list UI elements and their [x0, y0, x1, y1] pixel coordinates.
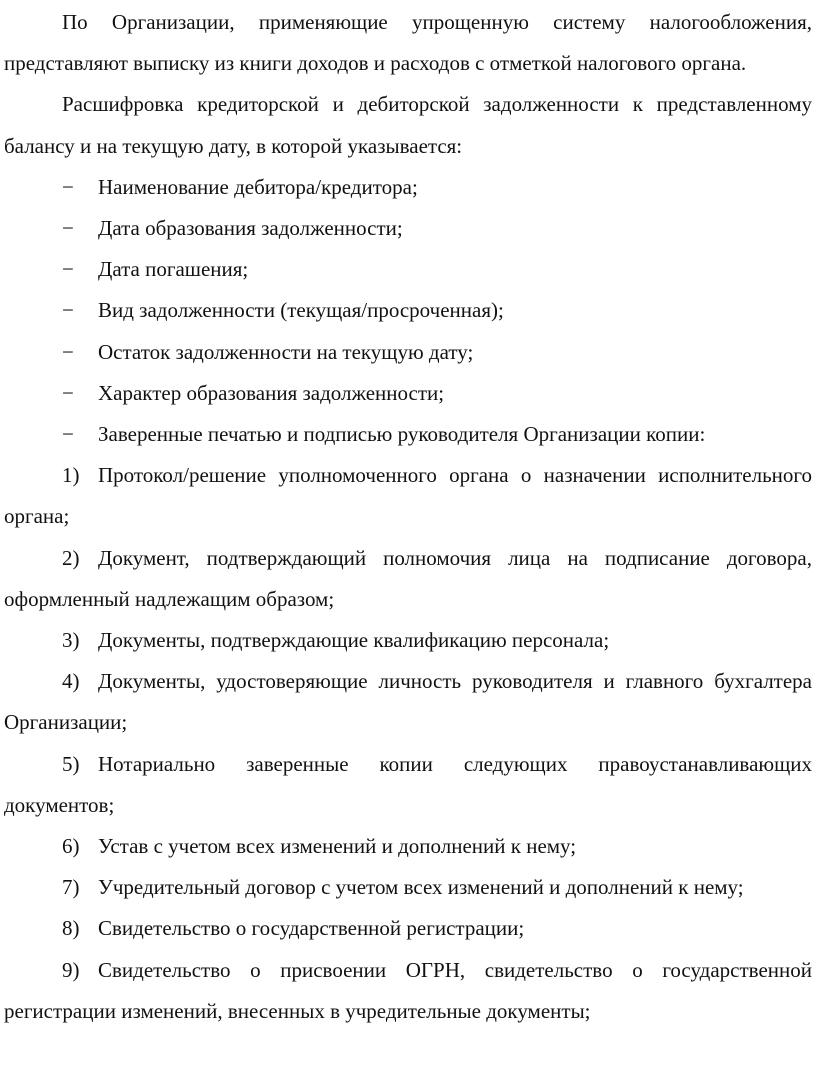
list-item	[4, 373, 812, 414]
list-item	[4, 950, 812, 1032]
dash-marker: −	[62, 298, 74, 323]
list-item	[4, 414, 812, 455]
dash-marker: −	[62, 257, 74, 282]
list-item-text: Свидетельство о государственной регистрации;	[98, 916, 525, 941]
dash-marker: −	[62, 216, 74, 241]
list-item-text: Протокол/решение уполномоченного органа о назначении исполнительного органа;	[4, 463, 812, 529]
list-item-text: Устав с учетом всех изменений и дополнений к нему;	[98, 834, 577, 859]
list-item-text: Документы, подтверждающие квалификацию персонала;	[98, 628, 610, 653]
list-item-text: Дата образования задолженности;	[98, 216, 403, 241]
list-item-text: Наименование дебитора/кредитора;	[98, 174, 418, 199]
list-item-text: Заверенные печатью и подписью руководителя Организации копии:	[98, 422, 706, 447]
list-item-text: Дата погашения;	[98, 257, 249, 282]
list-item	[4, 208, 812, 249]
number-marker: 2)	[62, 545, 80, 570]
list-item	[4, 620, 812, 661]
paragraph-debt-breakdown: Расшифровка кредиторской и дебиторской задолженности к представленному балансу и на текущую дату, в которой указывается:	[4, 92, 812, 158]
dash-marker: −	[62, 174, 74, 199]
list-item-text: Нотариально заверенные копии следующих правоустанавливающих документов;	[4, 751, 812, 817]
paragraph-organizations-simplified-tax: По Организации, применяющие упрощенную систему налогообложения, представляют выписку из книги доходов и расходов с отметкой налогового органа.	[4, 10, 812, 76]
number-marker: 6)	[62, 834, 80, 859]
dash-marker: −	[62, 339, 74, 364]
list-item-text: Свидетельство о присвоении ОГРН, свидетельство о государственной регистрации изменений, внесенных в учредительные документы;	[4, 957, 812, 1023]
list-item	[4, 455, 812, 537]
number-marker: 5)	[62, 751, 80, 776]
list-item-text: Вид задолженности (текущая/просроченная);	[98, 298, 504, 323]
dash-marker: −	[62, 422, 74, 447]
list-item	[4, 167, 812, 208]
list-item	[4, 826, 812, 867]
number-marker: 3)	[62, 628, 80, 653]
number-marker: 4)	[62, 669, 80, 694]
list-item	[4, 867, 812, 908]
list-item-text: Документ, подтверждающий полномочия лица на подписание договора, оформленный надлежащим образом;	[4, 545, 812, 611]
list-item-text: Характер образования задолженности;	[98, 380, 445, 405]
dash-marker: −	[62, 380, 74, 405]
number-marker: 8)	[62, 916, 80, 941]
number-marker: 1)	[62, 463, 80, 488]
list-item	[4, 249, 812, 290]
numbered-list	[4, 455, 812, 1032]
list-item	[4, 908, 812, 949]
list-item-text: Остаток задолженности на текущую дату;	[98, 339, 474, 364]
list-item	[4, 744, 812, 826]
list-item	[4, 290, 812, 331]
number-marker: 9)	[62, 957, 80, 982]
list-item	[4, 661, 812, 743]
list-item-text: Учредительный договор с учетом всех изменений и дополнений к нему;	[98, 875, 744, 900]
number-marker: 7)	[62, 875, 80, 900]
dash-list	[4, 167, 812, 455]
list-item-text: Документы, удостоверяющие личность руководителя и главного бухгалтера Организации;	[4, 669, 812, 735]
list-item	[4, 332, 812, 373]
list-item	[4, 538, 812, 620]
